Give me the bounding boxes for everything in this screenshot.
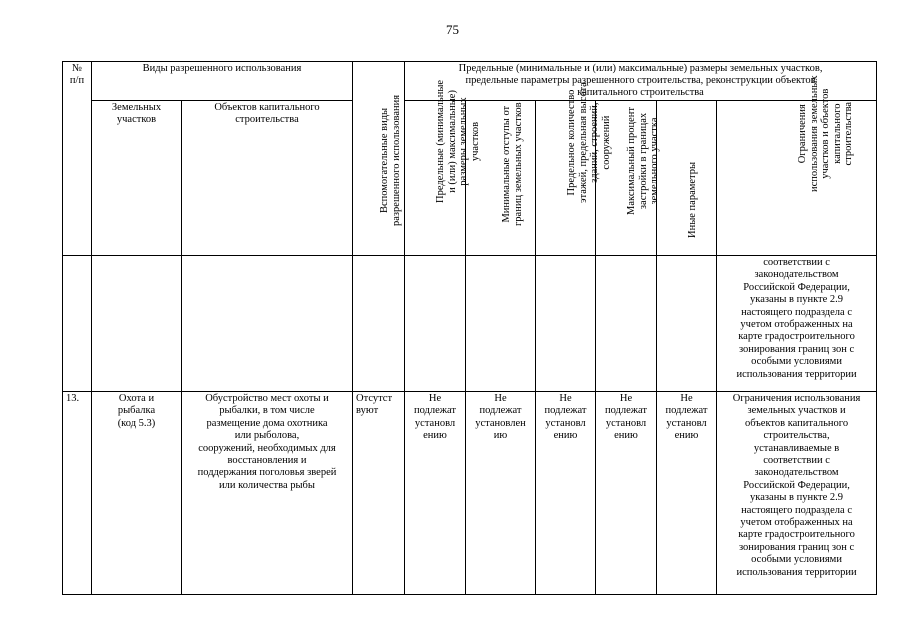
header-col-floors <box>536 82 612 256</box>
cell-empty <box>92 256 182 392</box>
cell-coverage: Не подлежат установл ению <box>596 392 657 595</box>
header-col-coverage <box>596 101 661 256</box>
cell-restrictions: Ограничения использования земельных участков и объектов капитального строительства, устанавливаемые в соответствии с законодательством Российской Федерации, указаны в пункте 2.9 настоящего подраздела с учетом отображенных на карте градостроительного зонирования границ зон с особыми условиями использования территории <box>717 392 877 595</box>
cell-empty <box>405 256 466 392</box>
cell-floors: Не подлежат установл ению <box>536 392 596 595</box>
header-limits-group: Предельные (минимальные и (или) максимальные) размеры земельных участков, предельные параметры разрешенного строительства, реконструкции объектов капитального строительства <box>405 62 877 101</box>
header-col-sizes-text: Предельные (минимальные и (или) максимальные) размеры земельных участков <box>435 79 481 203</box>
header-row-2 <box>63 101 877 256</box>
header-capital: Объектов капитального строительства <box>182 101 353 256</box>
cell-land-use: Охота и рыбалка (код 5.3) <box>92 392 182 595</box>
page-number: 75 <box>446 22 459 37</box>
header-col-coverage-text: Максимальный процент застройки в границах земельного участка <box>626 106 661 215</box>
header-col-other <box>657 101 717 256</box>
header-col-other-text: Иные параметры <box>686 161 698 238</box>
cell-capital-objects: Обустройство мест охоты и рыбалки, в том числе размещение дома охотника или рыболова, сооружений, необходимых для восстановления и поддержания поголовья зверей или количества рыбы <box>182 392 353 595</box>
cell-empty <box>536 256 596 392</box>
cell-sizes: Не подлежат установл ению <box>405 392 466 595</box>
zoning-regulations-table <box>62 61 877 595</box>
header-land: Земельных участков <box>92 101 182 256</box>
cell-setbacks: Не подлежат установлен ию <box>466 392 536 595</box>
cell-auxiliary: Отсутст вуют <box>353 392 405 595</box>
cell-empty <box>596 256 657 392</box>
cell-empty <box>466 256 536 392</box>
cell-empty <box>353 256 405 392</box>
header-auxiliary-text: Вспомогательные виды разрешенного использования <box>378 94 402 226</box>
header-col-restrictions-text: Ограничения использования земельных участков и объектов капитального строительства <box>796 74 854 192</box>
table-row-13 <box>63 392 877 595</box>
cell-num: 13. <box>63 392 92 595</box>
header-types-group: Виды разрешенного использования <box>92 62 353 101</box>
header-auxiliary <box>353 62 405 256</box>
table-row-continued <box>63 256 877 392</box>
header-num: № п/п <box>63 62 92 256</box>
cell-other: Не подлежат установл ению <box>657 392 717 595</box>
header-col-floors-text: Предельное количество этажей, предельная высота зданий, строений, сооружений <box>565 82 612 203</box>
header-col-setbacks <box>466 101 536 256</box>
header-col-setbacks-text: Минимальные отступы от границ земельных участков <box>500 102 524 226</box>
cell-empty <box>657 256 717 392</box>
cell-restrictions-continued: соответствии с законодательством Российской Федерации, указаны в пункте 2.9 настоящего подраздела с учетом отображенных на карте градостроительного зонирования границ зон с особыми условиями использования территории <box>717 256 877 392</box>
header-col-restrictions <box>717 74 877 256</box>
cell-empty <box>63 256 92 392</box>
header-col-sizes <box>405 79 481 256</box>
cell-empty <box>182 256 353 392</box>
